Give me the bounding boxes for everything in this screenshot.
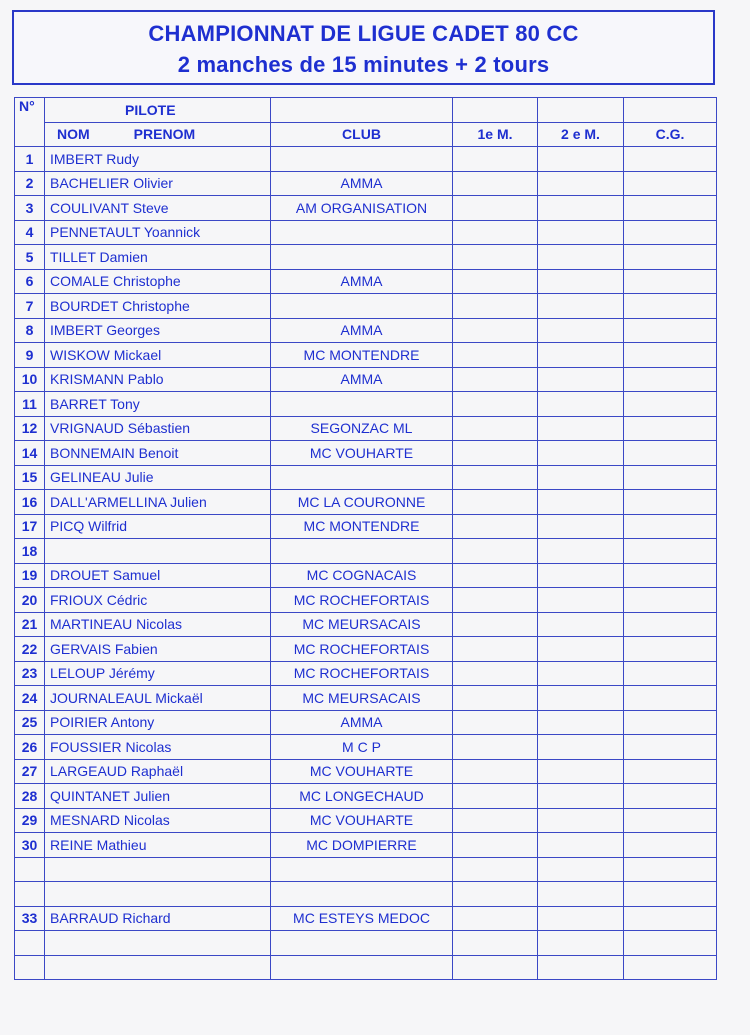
table-row <box>15 196 717 221</box>
row-manche-2 <box>538 931 624 956</box>
row-manche-2 <box>538 318 624 343</box>
row-manche-1 <box>453 612 538 637</box>
table-row <box>15 882 717 907</box>
row-number: 18 <box>15 539 45 564</box>
row-classement <box>624 710 717 735</box>
row-manche-1 <box>453 931 538 956</box>
row-manche-2 <box>538 441 624 466</box>
row-club: MC ROCHEFORTAIS <box>271 637 453 662</box>
row-manche-1 <box>453 343 538 368</box>
row-name: PICQ Wilfrid <box>45 514 271 539</box>
row-classement <box>624 514 717 539</box>
row-manche-1 <box>453 245 538 270</box>
row-manche-1 <box>453 367 538 392</box>
row-manche-1 <box>453 784 538 809</box>
row-classement <box>624 833 717 858</box>
col-nom-header: NOM <box>57 126 90 143</box>
table-row <box>15 759 717 784</box>
row-manche-1 <box>453 686 538 711</box>
row-number <box>15 857 45 882</box>
header-row-1 <box>15 98 717 123</box>
row-manche-1 <box>453 539 538 564</box>
row-manche-1 <box>453 490 538 515</box>
row-manche-1 <box>453 563 538 588</box>
row-classement <box>624 906 717 931</box>
table-row <box>15 220 717 245</box>
row-club: AM ORGANISATION <box>271 196 453 221</box>
table-row <box>15 637 717 662</box>
row-name: REINE Mathieu <box>45 833 271 858</box>
row-club: MC COGNACAIS <box>271 563 453 588</box>
col-cg-header: C.G. <box>624 122 717 147</box>
row-name: BARRAUD Richard <box>45 906 271 931</box>
table-row <box>15 490 717 515</box>
row-number: 20 <box>15 588 45 613</box>
row-club <box>271 857 453 882</box>
row-classement <box>624 539 717 564</box>
table-row <box>15 294 717 319</box>
table-row <box>15 563 717 588</box>
row-classement <box>624 882 717 907</box>
table-row <box>15 833 717 858</box>
row-manche-1 <box>453 637 538 662</box>
row-club: MC LA COURONNE <box>271 490 453 515</box>
row-manche-1 <box>453 588 538 613</box>
col-m1-header: 1e M. <box>453 122 538 147</box>
row-classement <box>624 637 717 662</box>
row-classement <box>624 441 717 466</box>
header-spacer <box>624 98 717 123</box>
row-classement <box>624 465 717 490</box>
table-row <box>15 686 717 711</box>
table-row <box>15 931 717 956</box>
row-manche-1 <box>453 906 538 931</box>
row-manche-1 <box>453 147 538 172</box>
row-club: MC ESTEYS MEDOC <box>271 906 453 931</box>
row-manche-1 <box>453 318 538 343</box>
row-number: 3 <box>15 196 45 221</box>
row-name: MESNARD Nicolas <box>45 808 271 833</box>
row-manche-2 <box>538 955 624 980</box>
row-manche-1 <box>453 171 538 196</box>
row-name: IMBERT Georges <box>45 318 271 343</box>
row-club: MC MONTENDRE <box>271 514 453 539</box>
row-club <box>271 882 453 907</box>
row-club: MC MEURSACAIS <box>271 612 453 637</box>
row-name <box>45 931 271 956</box>
row-name: WISKOW Mickael <box>45 343 271 368</box>
row-manche-2 <box>538 637 624 662</box>
row-manche-2 <box>538 710 624 735</box>
row-number: 25 <box>15 710 45 735</box>
row-classement <box>624 269 717 294</box>
row-number <box>15 931 45 956</box>
row-classement <box>624 416 717 441</box>
row-manche-1 <box>453 392 538 417</box>
row-number: 8 <box>15 318 45 343</box>
row-club: SEGONZAC ML <box>271 416 453 441</box>
col-pilote-header: PILOTE <box>45 98 271 123</box>
row-club <box>271 392 453 417</box>
col-club-header: CLUB <box>271 122 453 147</box>
row-manche-1 <box>453 196 538 221</box>
table-row <box>15 955 717 980</box>
row-number: 28 <box>15 784 45 809</box>
row-classement <box>624 490 717 515</box>
row-number: 6 <box>15 269 45 294</box>
row-manche-2 <box>538 465 624 490</box>
row-club <box>271 539 453 564</box>
row-number: 19 <box>15 563 45 588</box>
row-classement <box>624 955 717 980</box>
row-club <box>271 147 453 172</box>
row-club: MC MONTENDRE <box>271 343 453 368</box>
row-name: LELOUP Jérémy <box>45 661 271 686</box>
row-manche-2 <box>538 686 624 711</box>
header-spacer <box>453 98 538 123</box>
table-row <box>15 147 717 172</box>
row-club: M C P <box>271 735 453 760</box>
table-row <box>15 710 717 735</box>
row-club <box>271 465 453 490</box>
row-name: TILLET Damien <box>45 245 271 270</box>
row-manche-1 <box>453 833 538 858</box>
row-classement <box>624 759 717 784</box>
row-number: 21 <box>15 612 45 637</box>
row-manche-1 <box>453 441 538 466</box>
table-row <box>15 392 717 417</box>
row-club: AMMA <box>271 710 453 735</box>
row-manche-2 <box>538 514 624 539</box>
row-number: 10 <box>15 367 45 392</box>
row-manche-2 <box>538 906 624 931</box>
table-row <box>15 269 717 294</box>
row-name: LARGEAUD Raphaël <box>45 759 271 784</box>
row-name: GELINEAU Julie <box>45 465 271 490</box>
table-row <box>15 514 717 539</box>
row-name: BARRET Tony <box>45 392 271 417</box>
row-number: 17 <box>15 514 45 539</box>
row-club: AMMA <box>271 318 453 343</box>
table-row <box>15 367 717 392</box>
row-name <box>45 882 271 907</box>
row-manche-2 <box>538 367 624 392</box>
row-club: MC LONGECHAUD <box>271 784 453 809</box>
row-classement <box>624 367 717 392</box>
row-club: AMMA <box>271 269 453 294</box>
row-name: DALL'ARMELLINA Julien <box>45 490 271 515</box>
row-manche-2 <box>538 220 624 245</box>
row-name: BONNEMAIN Benoit <box>45 441 271 466</box>
row-club: MC DOMPIERRE <box>271 833 453 858</box>
row-manche-2 <box>538 808 624 833</box>
row-number: 16 <box>15 490 45 515</box>
col-prenom-header: PRENOM <box>133 126 196 143</box>
row-classement <box>624 392 717 417</box>
row-manche-1 <box>453 882 538 907</box>
table-row <box>15 539 717 564</box>
table-row <box>15 906 717 931</box>
row-name: COULIVANT Steve <box>45 196 271 221</box>
row-club: MC VOUHARTE <box>271 808 453 833</box>
row-manche-2 <box>538 661 624 686</box>
table-row <box>15 465 717 490</box>
row-name: JOURNALEAUL Mickaël <box>45 686 271 711</box>
row-manche-1 <box>453 220 538 245</box>
row-number: 9 <box>15 343 45 368</box>
row-name: QUINTANET Julien <box>45 784 271 809</box>
row-classement <box>624 612 717 637</box>
row-name: VRIGNAUD Sébastien <box>45 416 271 441</box>
row-number: 2 <box>15 171 45 196</box>
row-number: 4 <box>15 220 45 245</box>
row-classement <box>624 588 717 613</box>
header-row-2 <box>15 122 717 147</box>
row-manche-2 <box>538 833 624 858</box>
row-manche-2 <box>538 735 624 760</box>
row-number: 12 <box>15 416 45 441</box>
row-manche-1 <box>453 465 538 490</box>
table-row <box>15 416 717 441</box>
row-club: MC MEURSACAIS <box>271 686 453 711</box>
table-row <box>15 808 717 833</box>
row-number <box>15 955 45 980</box>
row-number: 29 <box>15 808 45 833</box>
row-manche-1 <box>453 955 538 980</box>
row-classement <box>624 343 717 368</box>
table-row <box>15 735 717 760</box>
row-manche-2 <box>538 343 624 368</box>
row-club: MC ROCHEFORTAIS <box>271 661 453 686</box>
row-club: AMMA <box>271 367 453 392</box>
row-classement <box>624 563 717 588</box>
row-number: 11 <box>15 392 45 417</box>
row-manche-1 <box>453 269 538 294</box>
row-club <box>271 220 453 245</box>
table-row <box>15 245 717 270</box>
row-classement <box>624 147 717 172</box>
row-name: COMALE Christophe <box>45 269 271 294</box>
row-manche-2 <box>538 171 624 196</box>
row-name: IMBERT Rudy <box>45 147 271 172</box>
table-row <box>15 857 717 882</box>
row-manche-2 <box>538 588 624 613</box>
row-number: 30 <box>15 833 45 858</box>
row-number: 33 <box>15 906 45 931</box>
row-manche-2 <box>538 147 624 172</box>
row-manche-2 <box>538 759 624 784</box>
row-number: 26 <box>15 735 45 760</box>
table-row <box>15 784 717 809</box>
row-name: PENNETAULT Yoannick <box>45 220 271 245</box>
row-manche-1 <box>453 857 538 882</box>
row-name: KRISMANN Pablo <box>45 367 271 392</box>
row-name <box>45 955 271 980</box>
row-number: 15 <box>15 465 45 490</box>
table-row <box>15 171 717 196</box>
row-club <box>271 245 453 270</box>
row-classement <box>624 661 717 686</box>
row-classement <box>624 931 717 956</box>
row-manche-1 <box>453 759 538 784</box>
row-classement <box>624 857 717 882</box>
row-club: MC ROCHEFORTAIS <box>271 588 453 613</box>
row-name: MARTINEAU Nicolas <box>45 612 271 637</box>
row-manche-1 <box>453 294 538 319</box>
header-spacer <box>538 98 624 123</box>
table-row <box>15 661 717 686</box>
row-name: DROUET Samuel <box>45 563 271 588</box>
row-manche-2 <box>538 612 624 637</box>
row-classement <box>624 196 717 221</box>
row-manche-2 <box>538 196 624 221</box>
row-classement <box>624 171 717 196</box>
row-classement <box>624 784 717 809</box>
row-manche-2 <box>538 784 624 809</box>
row-number: 14 <box>15 441 45 466</box>
row-manche-2 <box>538 294 624 319</box>
row-manche-1 <box>453 808 538 833</box>
row-classement <box>624 220 717 245</box>
row-classement <box>624 735 717 760</box>
table-row <box>15 318 717 343</box>
row-manche-2 <box>538 392 624 417</box>
table-row <box>15 343 717 368</box>
row-number: 1 <box>15 147 45 172</box>
row-classement <box>624 294 717 319</box>
row-manche-2 <box>538 857 624 882</box>
page-subtitle: 2 manches de 15 minutes + 2 tours <box>177 52 550 77</box>
row-name: FRIOUX Cédric <box>45 588 271 613</box>
row-club: MC VOUHARTE <box>271 441 453 466</box>
header-spacer <box>271 98 453 123</box>
row-classement <box>624 808 717 833</box>
row-classement <box>624 245 717 270</box>
row-number: 23 <box>15 661 45 686</box>
row-number: 7 <box>15 294 45 319</box>
results-table <box>14 97 717 980</box>
row-manche-2 <box>538 539 624 564</box>
row-number: 5 <box>15 245 45 270</box>
row-number <box>15 882 45 907</box>
row-name: BACHELIER Olivier <box>45 171 271 196</box>
page-title: CHAMPIONNAT DE LIGUE CADET 80 CC <box>148 21 579 46</box>
row-manche-1 <box>453 416 538 441</box>
row-name: GERVAIS Fabien <box>45 637 271 662</box>
row-name: FOUSSIER Nicolas <box>45 735 271 760</box>
row-club <box>271 294 453 319</box>
row-number: 27 <box>15 759 45 784</box>
row-number: 22 <box>15 637 45 662</box>
row-name <box>45 857 271 882</box>
row-number: 24 <box>15 686 45 711</box>
row-manche-2 <box>538 563 624 588</box>
row-manche-1 <box>453 514 538 539</box>
col-m2-header: 2 e M. <box>538 122 624 147</box>
row-manche-2 <box>538 882 624 907</box>
table-row <box>15 588 717 613</box>
row-club <box>271 931 453 956</box>
row-manche-1 <box>453 710 538 735</box>
row-manche-2 <box>538 416 624 441</box>
row-club: AMMA <box>271 171 453 196</box>
row-name: BOURDET Christophe <box>45 294 271 319</box>
row-classement <box>624 686 717 711</box>
col-nom-prenom-header <box>45 122 271 147</box>
row-classement <box>624 318 717 343</box>
row-manche-1 <box>453 661 538 686</box>
row-club: MC VOUHARTE <box>271 759 453 784</box>
col-no-header: N° <box>15 98 45 147</box>
title-box <box>12 10 715 85</box>
row-manche-1 <box>453 735 538 760</box>
row-manche-2 <box>538 269 624 294</box>
table-row <box>15 612 717 637</box>
row-manche-2 <box>538 245 624 270</box>
row-club <box>271 955 453 980</box>
row-name: POIRIER Antony <box>45 710 271 735</box>
row-manche-2 <box>538 490 624 515</box>
row-name <box>45 539 271 564</box>
table-row <box>15 441 717 466</box>
